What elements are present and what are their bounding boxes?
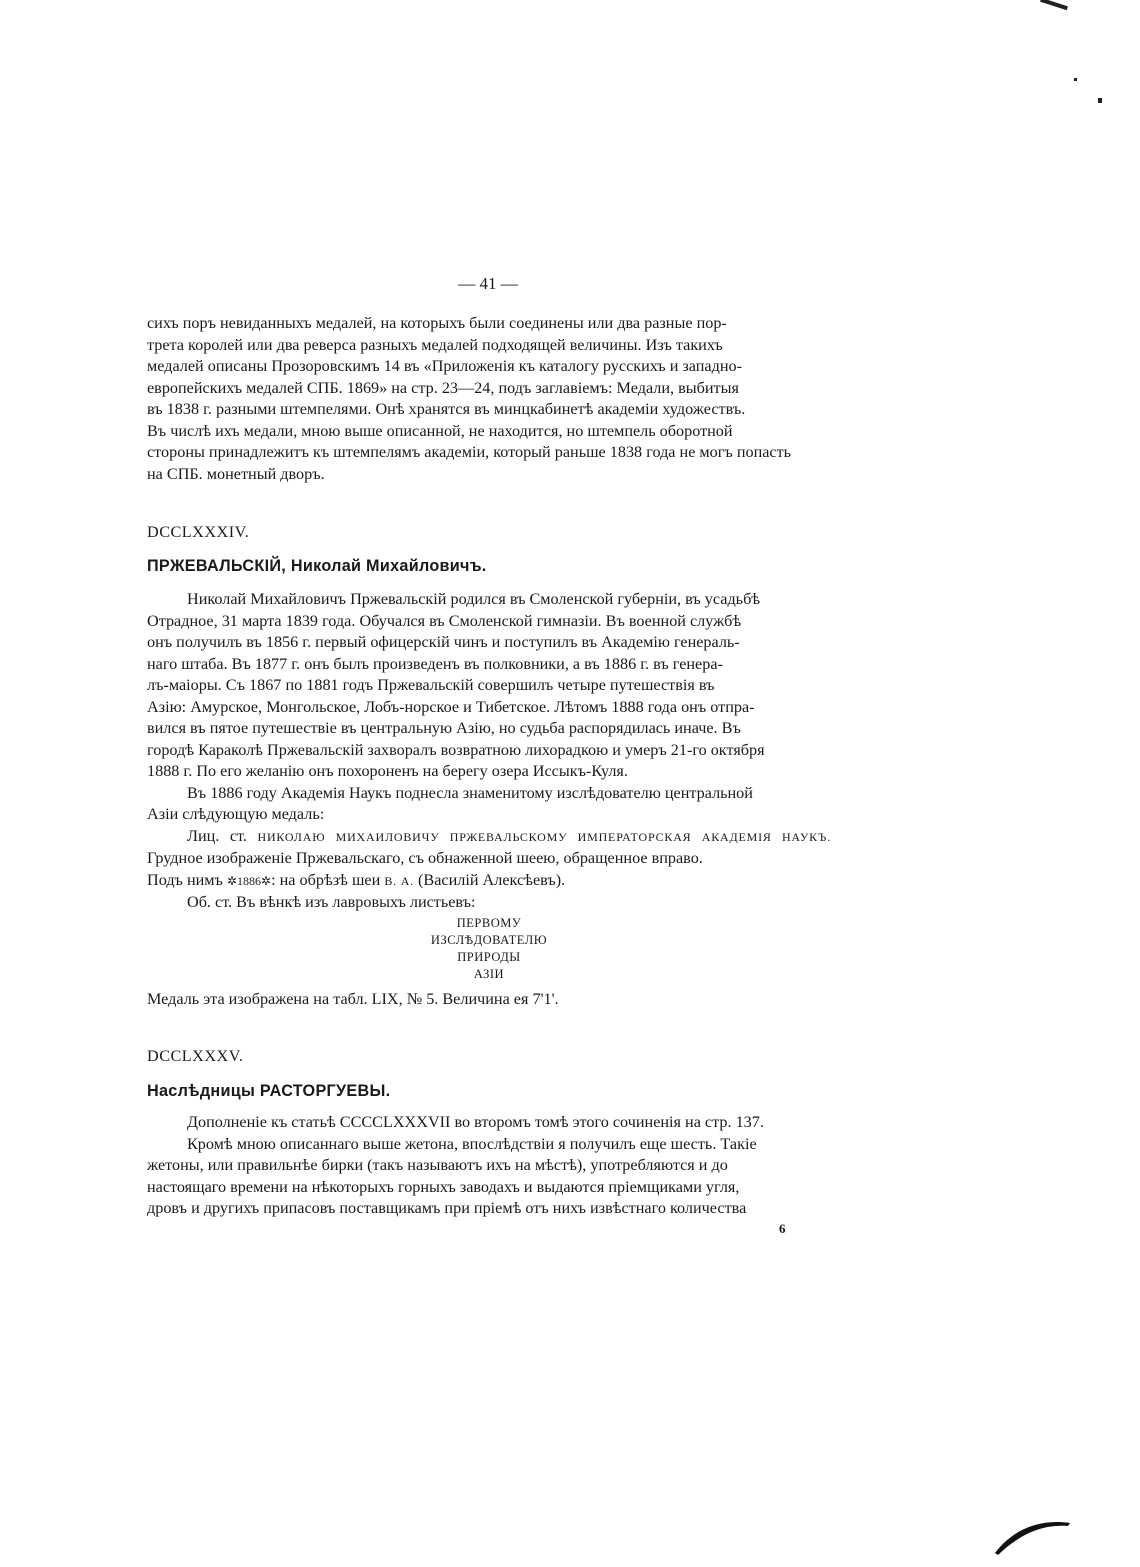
- engraver-name: (Василій Алексѣевъ).: [418, 870, 566, 889]
- inscription-line: ИЗСЛѢДОВАТЕЛЮ: [430, 933, 548, 947]
- intro-paragraph: [147, 313, 831, 485]
- text-line: Николай Михайловичъ Пржевальскій родился въ Смоленской губерніи, въ усадьбѣ: [187, 590, 761, 608]
- text-line: Кромѣ мною описаннаго выше жетона, впослѣдствіи я получилъ еще шесть. Такіе: [187, 1134, 757, 1153]
- section-title: Наслѣдницы РАСТОРГУЕВЫ.: [147, 1081, 391, 1100]
- supplement-line: Дополненіе къ статьѣ CCCCLXXXVII во второмъ томѣ этого сочиненія на стр. 137.: [187, 1113, 764, 1131]
- text-line: дровъ и другихъ припасовъ поставщикамъ при пріемѣ отъ нихъ извѣстнаго количества: [147, 1199, 747, 1217]
- obverse-label: Лиц. ст.: [187, 826, 247, 845]
- text-line: европейскихъ медалей СПБ. 1869» на стр. 23—24, подъ заглавіемъ: Медали, выбитыя: [147, 378, 739, 397]
- text-line: въ 1838 г. разными штемпелями. Онѣ хранятся въ минцкабинетѣ академіи художествъ.: [147, 400, 746, 418]
- text-line: вился въ пятое путешествіе въ центральную Азію, но судьба распорядилась иначе. Въ: [147, 719, 741, 737]
- page-number: — 41 —: [458, 274, 518, 293]
- text-line: городѣ Караколѣ Пржевальскій захворалъ возвратною лихорадкою и умеръ 21-го октября: [147, 740, 765, 759]
- biography-paragraph: [147, 589, 831, 914]
- text-line: на СПБ. монетный дворъ.: [147, 464, 325, 483]
- section-785-text: [147, 1112, 831, 1220]
- text-line: онъ получилъ въ 1856 г. первый офицерскій чинъ и поступилъ въ Академію генераль-: [147, 633, 740, 651]
- under-mid: : на обрѣзѣ шеи: [271, 870, 381, 889]
- section-784: [147, 522, 831, 577]
- scan-speck: [1098, 98, 1102, 103]
- signature-mark: 6: [779, 1221, 786, 1236]
- obverse-description: [147, 826, 831, 870]
- section-number: DCCLXXXV.: [147, 1047, 244, 1065]
- inscription-line: ПРИРОДЫ: [457, 950, 521, 964]
- text-line: трета королей или два реверса разныхъ медалей подходящей величины. Изъ такихъ: [147, 335, 723, 354]
- scan-stroke-mark: [990, 1508, 1080, 1558]
- engraver-initials: В. А.: [384, 873, 414, 888]
- under-prefix: Подъ нимъ: [147, 870, 223, 889]
- under-date: ✲1886✲: [226, 873, 272, 888]
- plate-note-text: Медаль эта изображена на табл. LIX, № 5. Величина ея 7'1'.: [147, 990, 559, 1008]
- text-line: Отрадное, 31 марта 1839 года. Обучался въ Смоленской гимназіи. Въ военной службѣ: [147, 611, 742, 630]
- obverse-under: [147, 870, 831, 893]
- section-number: DCCLXXXIV.: [147, 523, 250, 541]
- reverse-label: Об. ст. Въ вѣнкѣ изъ лавровыхъ листьевъ:: [187, 893, 476, 911]
- text-line: Въ числѣ ихъ медали, мною выше описанной, не находится, но штемпель оборотной: [147, 421, 733, 440]
- plate-note: [147, 989, 831, 1011]
- text-line: Азію: Амурское, Монгольское, Лобъ-норское и Тибетское. Лѣтомъ 1888 года онъ отпра-: [147, 697, 755, 716]
- obverse-text: Грудное изображеніе Пржевальскаго, съ обнаженной шеею, обращенное вправо.: [147, 849, 703, 867]
- text-line: Въ 1886 году Академія Наукъ поднесла знаменитому изслѣдователю центральной: [187, 783, 753, 802]
- section-785: [147, 1046, 831, 1102]
- text-line: сихъ поръ невиданныхъ медалей, на которыхъ были соединены или два разные пор-: [147, 314, 727, 332]
- text-line: стороны принадлежитъ къ штемпелямъ академіи, который раньше 1838 года не могъ попасть: [147, 443, 792, 461]
- obverse-legend: НИКОЛАЮ МИХАИЛОВИЧУ ПРЖЕВАЛЬСКОМУ ИМПЕРАТОРСКАЯ АКАДЕМІЯ НАУКЪ.: [257, 829, 831, 844]
- inscription-line: АЗІИ: [473, 967, 505, 981]
- text-line: настоящаго времени на нѣкоторыхъ горныхъ заводахъ и выдаются пріемщиками угля,: [147, 1177, 740, 1196]
- section-title: ПРЖЕВАЛЬСКІЙ, Николай Михайловичъ.: [147, 556, 487, 575]
- text-line: Азіи слѣдующую медаль:: [147, 805, 325, 823]
- text-line: наго штаба. Въ 1877 г. онъ былъ произведенъ въ полковники, а въ 1886 г. въ генера-: [147, 654, 723, 673]
- text-line: лъ-маіоры. Съ 1867 по 1881 годъ Пржевальскій совершилъ четыре путешествія въ: [147, 676, 715, 694]
- scan-speck: [1040, 0, 1068, 10]
- reverse-inscription: [147, 915, 831, 983]
- text-line: жетоны, или правильнѣе бирки (такъ называютъ ихъ на мѣстѣ), употребляются и до: [147, 1156, 728, 1174]
- text-line: 1888 г. По его желанію онъ похороненъ на берегу озера Иссыкъ-Куля.: [147, 762, 628, 780]
- scan-speck: [1074, 78, 1077, 81]
- inscription-line: ПЕРВОМУ: [456, 916, 522, 930]
- text-line: медалей описаны Прозоровскимъ 14 въ «Приложенія къ каталогу русскихъ и западно-: [147, 357, 742, 375]
